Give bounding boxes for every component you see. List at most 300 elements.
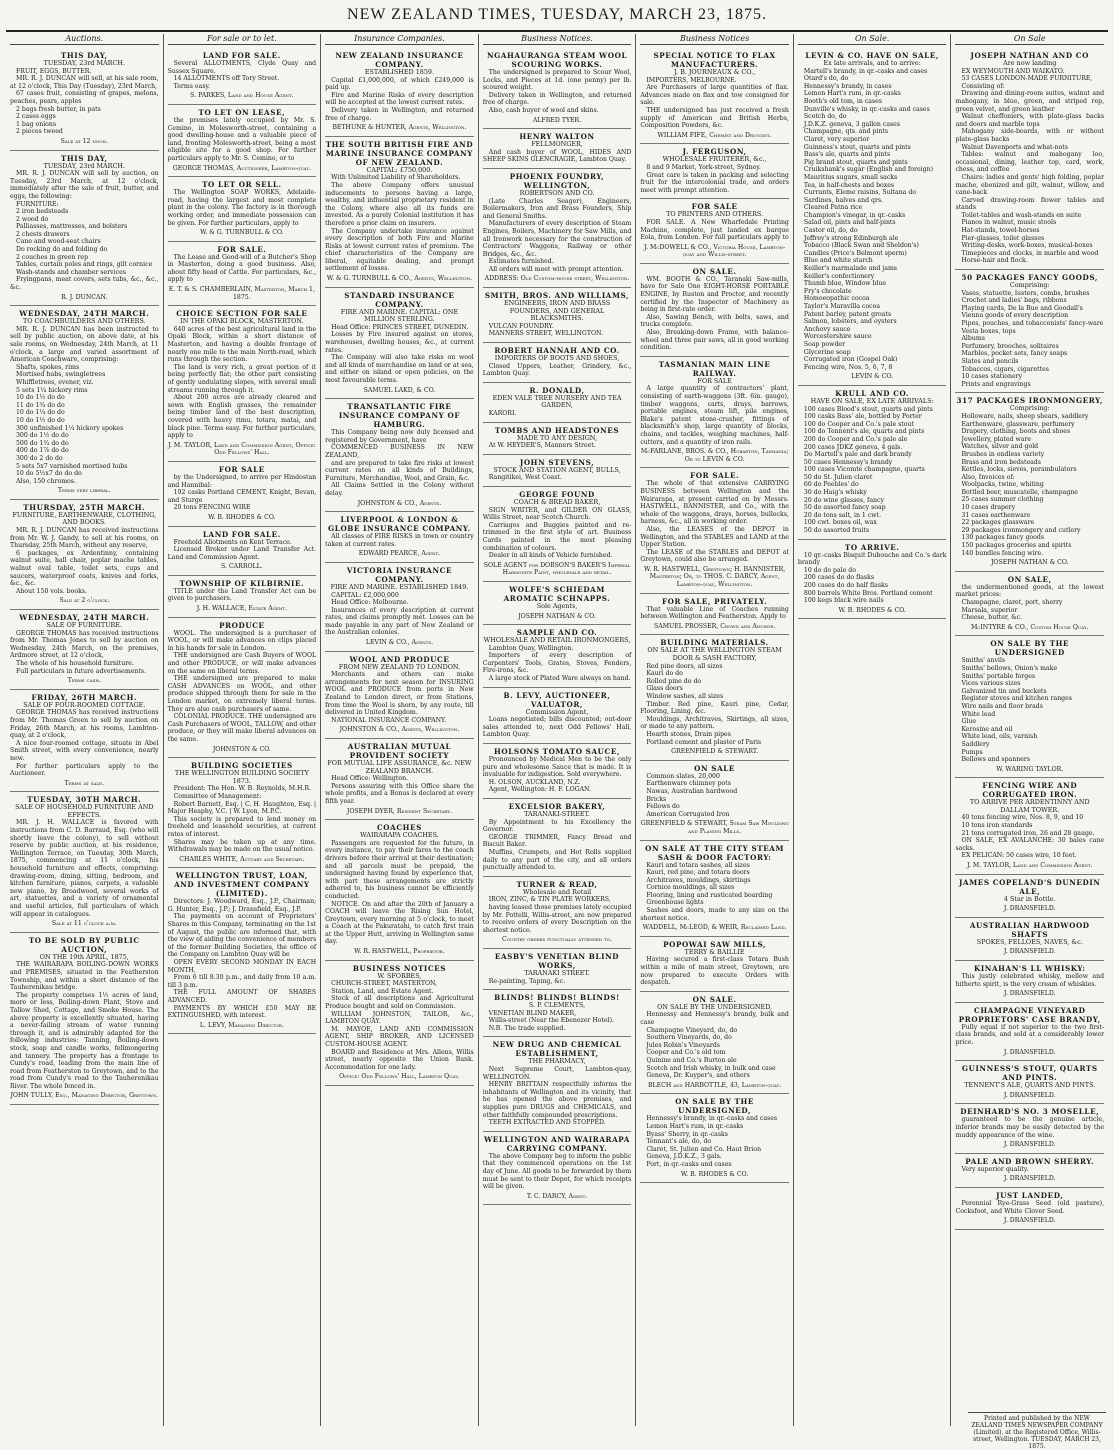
ad-title: TO ARRIVE.: [844, 542, 900, 552]
ad-line: Lambton Quay, Wellington.: [488, 644, 574, 652]
ad-subtitle: FELLMONGER,: [531, 140, 583, 149]
ad-subtitle: Comprising:: [1009, 281, 1050, 290]
ad-line: A nice four-roomed cottage, situate in Abel Smith street, with every convenience, nearly new.: [10, 739, 159, 762]
advertisement: [10, 500, 159, 610]
ad-line: Stock of all descriptions and Agricultural Produce bought and sold on Commission.: [325, 995, 474, 1011]
ad-title: TUESDAY, 30TH MARCH.: [27, 795, 142, 805]
advertisement: [640, 468, 789, 593]
advertisement: [483, 343, 632, 383]
ad-signature: GEORGE THOMAS, Auctioneer, Lambton-quay.: [172, 164, 311, 172]
advertisement: [168, 105, 317, 177]
ad-line: Fry's chocolate: [803, 287, 852, 295]
ad-line: 21 tons corrugated iron, 26 and 28 gauge.: [961, 829, 1095, 837]
ad-line: Shares may be taken up at any time. Withdrawals may be made on the usual notice.: [167, 838, 317, 854]
ad-line: 50 cases Hennessy's brandy: [803, 458, 893, 466]
ad-line: Loans negotiated; bills discounted; out-door sales attended to, next Odd Fellows' Hall, Lambton Quay.: [482, 716, 632, 739]
advertisement: [640, 937, 789, 992]
ad-line: GEORGE THOMAS has received instructions from Mr. Thomas Jones to sell by auction on Wednesday, 24th March, on the premises, Ardmore street, at 12 o'clock,: [10, 629, 159, 660]
ad-line: Insurances of every description at current rates, and claims promptly met. Losses can be made payable in any part of New Zealand or the Australian colonies.: [325, 606, 474, 637]
ad-line: Rolled pine do do: [646, 677, 702, 685]
ad-signature: McFARLANE, BROS. & CO., Hobarton, Tasmania; Or to LEVIN & CO.: [640, 448, 789, 463]
ad-line: Sardines, halves and qrs.: [803, 196, 884, 204]
advertisement: [325, 512, 474, 563]
ad-line: Cornice mouldings, all sizes: [646, 884, 735, 892]
ad-line: 11 do 1¾ do do: [16, 401, 65, 409]
ad-body: [168, 630, 317, 744]
advertisement: [483, 455, 632, 487]
ad-body: [10, 709, 159, 777]
ad-title: EXCELSIOR BAKERY,: [508, 802, 606, 811]
ad-title: WOOL AND PRODUCE: [349, 654, 450, 664]
ad-line: MR. R. J. DUNCAN will sell by auction, on Tuesday, 23rd March, at 12 o'clock, immediately after the sale of fruit, butter, and eggs, the following:: [10, 170, 159, 200]
ad-line: 50 do assorted fancy soap: [803, 504, 886, 512]
ad-line: Also, 150 chromos.: [16, 477, 76, 485]
advertisement: [955, 778, 1104, 874]
ad-body: [483, 474, 632, 482]
advertisement: [798, 540, 947, 620]
ad-line: Jewellery, plated ware: [961, 435, 1032, 443]
ad-title: TO LET OR SELL.: [202, 180, 282, 190]
masthead: [6, 0, 1108, 32]
ad-line: 100 do Tennent's ale, quarts and pints: [803, 428, 925, 436]
ad-line: 640 acres of the best agricultural land in the Opaki Block, within a short distance of Masterton, and having a double frontage of nearly one mile to the main North-road, which runs through the section.: [167, 325, 317, 364]
ad-signature: L. LEVY, Managing Director.: [199, 1021, 284, 1029]
ad-line: Jeffrey's strong Edinburgh ale: [803, 234, 899, 242]
ad-title: SPECIAL NOTICE TO FLAX MANUFACTURERS.: [653, 51, 776, 69]
ad-line: 29 packages ironmongery and cutlery: [961, 526, 1081, 534]
advertisement: [640, 199, 789, 264]
advertisement: [168, 306, 317, 462]
ad-subtitle: TUESDAY, 23rd MARCH.: [43, 161, 125, 170]
ad-line: This society is prepared to lend money on freehold and leasehold securities, at current rates of interest.: [167, 815, 317, 838]
advertisement: [955, 572, 1104, 637]
ad-body: [325, 592, 474, 638]
ad-signature: JOHNSTON & CO., Agents.: [357, 499, 442, 507]
ad-line: MR. R. J. DUNCAN has been instructed to sell by public auction, on above date, at his sale rooms, on Wednesday, 24th March, at 11 o'clock, a large and varied assortment of American Coachware, comprising:: [10, 325, 159, 364]
ad-subtitle: Sole Agents,: [536, 601, 578, 610]
ad-line: Guinness's stout, quarts and pints: [803, 143, 911, 151]
ad-line: Wire nails and floor brads: [961, 702, 1043, 710]
ad-title: B. LEVY, AUCTIONEER, VALUATOR,: [503, 690, 611, 709]
ad-line: 10 do 1¼ do do: [16, 409, 65, 417]
ad-title: WEDNESDAY, 24TH MARCH.: [19, 309, 150, 319]
ad-title: THIS DAY,: [60, 153, 108, 163]
advertisement: [483, 877, 632, 949]
ad-line: Scotch and Irish whisky, in bulk and case: [646, 1064, 776, 1072]
advertisement: [955, 1104, 1104, 1153]
ad-line: Tobacco (Black Swan and Sheldon's): [803, 242, 919, 250]
advertisement: [483, 1132, 632, 1206]
ad-signature: JOSEPH DYER, Resident Secretary.: [346, 807, 453, 815]
ad-line: 2 couches in green rep: [16, 253, 89, 261]
advertisement: [640, 594, 789, 636]
ad-line: Mouldings, Architraves, Skirtings, all sizes, or made to any pattern.: [640, 715, 789, 731]
ad-body: [640, 1115, 789, 1168]
ad-line: Earthenware, glassware, perfumery: [961, 420, 1075, 428]
ad-signature: CHARLES WHITE, Actuary and Secretary.: [179, 855, 305, 863]
ad-signature: LEVIN & CO., Agents.: [365, 639, 434, 647]
ad-title: 317 PACKAGES IRONMONGERY,: [956, 396, 1104, 406]
ad-line: 2 chests drawers: [16, 230, 70, 238]
ad-line: Watches, silver and gold: [961, 443, 1039, 451]
ad-line: Keiller's confectionery: [803, 272, 875, 280]
ad-title: AUSTRALIAN HARDWOOD SHAFTS: [969, 920, 1090, 939]
ad-line: CHURCH-STREET, MASTERTON,: [331, 980, 438, 988]
ad-line: J.D.K.Z. geneva, 3 gallon cases: [803, 120, 901, 128]
ad-line: Salmon, lobsters, and oysters: [803, 318, 897, 326]
ad-line: A large quantity of contractors' plant, consisting of earth-waggons (3ft. 6in. gauge), timber waggons, carts, drays, barrows, portable engines, steam lift, pile engines, Blake's patent stone-crusher, fittings of blacksmith's shop, large quantity of blocks, chains, and tackles, weighing machines, half-cutters, and a quantity of iron rails.: [640, 385, 789, 446]
ad-body: [640, 164, 789, 194]
ad-line: Agent, Wellington: H. F. LOGAN.: [488, 786, 592, 794]
ad-body: [483, 1153, 632, 1191]
ad-title: WELLINGTON TRUST, LOAN, AND INVESTMENT COMPANY (LIMITED).: [174, 871, 310, 899]
ad-line: Pier-glasses, toilet glasses: [961, 234, 1045, 242]
ad-line: Prints and engravings: [961, 380, 1031, 388]
ad-line: Homoeopathic cocoa: [803, 295, 870, 303]
ad-line: 100 cases Vicomte champagne, quarts: [803, 466, 925, 474]
ad-title: FOR SALE, PRIVATELY.: [661, 596, 768, 606]
ad-line: Quinine and Co.'s Burton ale: [646, 1056, 737, 1064]
ad-subtitle: J. B. JOURNEAUX & CO.,: [673, 68, 756, 76]
ad-line: Head Office: Wellington.: [331, 775, 409, 783]
ad-line: WOOL. The undersigned is a purchaser of WOOL, or will make advances on clips placed in his hands for sale in London.: [167, 629, 317, 652]
ad-title: R. DONALD,: [529, 385, 585, 395]
column-6: [794, 34, 952, 1426]
ad-body: [325, 324, 474, 385]
ad-subtitle: 4 Star in Bottle.: [1003, 894, 1056, 903]
ad-line: Common slates, 20,000: [646, 772, 720, 780]
column-3: [321, 34, 479, 1426]
ad-line: Do Martell's pale and dark brandy: [803, 451, 912, 459]
ad-line: 20 do wine glasses, fancy: [803, 496, 884, 504]
ad-subtitle: S. P. CLEMENTS,: [528, 1001, 586, 1010]
ad-title: LIVERPOOL & LONDON & GLOBE INSURANCE COMPANY.: [328, 515, 471, 534]
ad-line: IMPORTERS, MELBOURNE.: [646, 76, 737, 84]
ad-line: Port, in qr.-casks and cases: [646, 1160, 732, 1168]
ad-line: Kauri, red pine, and totara doors: [646, 869, 750, 877]
ad-line: 10 do 5½x7 do do do: [16, 470, 82, 478]
section-heading: On Sale.: [798, 34, 947, 45]
ad-line: GEORGE THOMAS has received instructions from Mr. Thomas Green to sell by auction on Friday, 26th March, at his rooms, Lambton-quay, at 2 o'clock,: [10, 709, 159, 740]
ad-line: Sashes and doors, made to any size on the shortest notice.: [640, 907, 789, 922]
ad-line: Head Office: Melbourne.: [331, 599, 409, 607]
ad-line: Vices various sizes: [961, 680, 1021, 688]
ad-subtitle: THE WELLINGTON BUILDING SOCIETY 1873.: [174, 769, 309, 785]
ad-line: Glue: [961, 718, 977, 726]
advertisement: [168, 48, 317, 105]
ad-body: [955, 413, 1104, 557]
ad-subtitle: MADE TO ANY DESIGN,: [517, 433, 598, 442]
ad-subtitle: FURNITURE, EARTHENWARE, CLOTHING, AND BOOKS.: [12, 510, 157, 527]
ad-line: N.B. The trade supplied.: [488, 1024, 566, 1032]
ad-line: Perfumery, brooches, solitaires: [961, 342, 1059, 350]
ad-line: Walnut cheffoniers, with plate-glass backs and doors and marble tops: [955, 113, 1105, 128]
ad-title: BUILDING SOCIETIES: [190, 761, 293, 771]
ad-line: IRON, ZINC, & TIN PLATE WORKERS,: [488, 896, 611, 904]
ad-subtitle: WAIRARAPA COACHES.: [360, 831, 439, 840]
advertisement: [955, 270, 1104, 393]
ad-signature: J. DRANSFIELD.: [1003, 1217, 1056, 1225]
ad-title: FOR SALE.: [690, 471, 740, 481]
ad-line: Holloware, nails, sheep shears, saddlery: [961, 412, 1089, 420]
ad-line: 14 ALLOTMENTS off Tory Street.: [173, 75, 280, 83]
ad-line: GEORGE TRIMMER, Fancy Bread and Biscuit Baker.: [482, 833, 632, 849]
ad-line: Anchovy sauce: [803, 325, 851, 333]
ad-title: HOLSONS TOMATO SAUCE,: [494, 747, 621, 757]
ad-body: [483, 69, 632, 115]
ad-line: Tobaccos, cigars, cigarettes: [961, 365, 1049, 373]
ad-line: Keiller's marmalade and jams: [803, 265, 897, 273]
ad-line: Bass's ale, quarts and pints: [803, 151, 890, 159]
ad-line: Marsala, superior: [961, 606, 1018, 614]
ad-line: Wash-stands and chamber services: [16, 268, 126, 276]
ad-line: 140 bundles fencing wire.: [961, 549, 1044, 557]
ad-line: Kerosine and oil: [961, 725, 1013, 733]
ad-body: [955, 814, 1104, 860]
ad-subtitle: SALE OF HOUSEHOLD FURNITURE AND EFFECTS.: [15, 803, 154, 819]
ad-body: [325, 429, 474, 497]
ad-line: 10 tons iron standards: [961, 822, 1033, 830]
ad-title: WOLFE'S SCHIEDAM AROMATIC SCHNAPPS.: [503, 584, 611, 603]
ad-signature: GREENFIELD & STEWART, Steam Saw Moulding and Planing Mills.: [640, 820, 789, 835]
ad-line: Rangitikei, West Coast.: [488, 474, 562, 482]
section-heading: Auctions.: [10, 34, 159, 45]
ad-title: HENRY WALTON: [519, 132, 595, 142]
ad-line: Palliasses, mattresses, and bolsters: [16, 223, 128, 231]
ad-line: Bricks: [646, 795, 667, 803]
ad-signature: J. DRANSFIELD.: [1003, 1091, 1056, 1099]
advertisement: [955, 393, 1104, 571]
ad-title: FENCING WIRE AND CORRUGATED IRON.: [982, 781, 1078, 800]
ad-title: NGAHAURANGA STEAM WOOL SCOURING WORKS.: [486, 51, 628, 69]
ad-line: Claret, St. Julien and Co. Haut Brion: [646, 1145, 762, 1153]
ad-signature: Country orders punctually attended to.: [502, 936, 612, 944]
ad-body: [640, 480, 789, 564]
ad-line: Mauritius sugars, small sacks: [803, 173, 898, 181]
ad-line: Earthenware chimney pots: [646, 780, 731, 788]
ad-line: Bellows and spanners: [961, 756, 1030, 764]
ad-title: GEORGE FOUND: [519, 489, 595, 499]
ad-line: Directors: J. Woodward, Esq., J.P., Chairman; G. Hunter, Esq., J.P.; J. Dransfield, Esq., J.P.: [167, 898, 317, 913]
masthead-title: NEW ZEALAND TIMES, TUESDAY, MARCH 23, 1875.: [347, 6, 767, 23]
ad-line: Station, Land, and Estate Agent.: [331, 987, 434, 995]
ad-line: 200 cases do do half flasks: [803, 582, 888, 589]
ad-title: TRANSATLANTIC FIRE INSURANCE COMPANY OF HAMBURG.: [338, 402, 461, 430]
section-heading: Business Notices.: [483, 34, 632, 45]
ad-line: About 200 acres are already cleared and sown with English grasses, the remainder being timber land of the best description, covered with heavy rimu, totara, matai, and black pine. Terms easy. For further particulars, apply to: [167, 394, 317, 440]
ad-line: 100 cases Blood's stout, quarts and pints: [803, 405, 933, 413]
ad-line: Muffins, Crumpets, and Hot Rolls supplied daily to any part of the city, and all orders punctually attended to.: [482, 848, 632, 872]
ad-line: Mahogany side-boards, with or without plate-glass backs: [955, 128, 1105, 143]
ad-line: Estimates furnished.: [488, 258, 554, 266]
ad-line: Carved drawing-room flower tables and stands: [955, 196, 1105, 212]
ad-line: Re-painting, Taping, &c.: [488, 977, 566, 985]
ad-line: Champagne, qts. and pints: [803, 128, 889, 136]
ad-line: Delivery taken in Wellington, and returned free of charge.: [482, 91, 632, 107]
advertisement: [640, 992, 789, 1095]
ad-line: The above Company offers unusual inducements to persons having a large, wealthy, and influential proprietary resident in the Colony, where also all its funds are invested. As a purely Colonial institution it has therefore a prior claim on insurers.: [325, 181, 474, 227]
ad-line: THE WAIRARAPA BOILING-DOWN WORKS and PREMISES, situated in the Featherston Township, and within a short distance of the Tauherenikau bridge.: [10, 961, 159, 992]
ad-line: Galvanized tin and buckets: [961, 687, 1047, 695]
ad-title: PRODUCE: [219, 620, 265, 630]
ad-line: Nawas, Australian hardwood: [646, 787, 738, 795]
column-4: [479, 34, 637, 1426]
ad-subtitle: FOR SALE: [697, 376, 732, 385]
advertisement: [640, 144, 789, 199]
ad-line: Persons assuring with this Office share the whole profits, and a Bonus is declared at every fifth year.: [325, 782, 474, 805]
ad-subtitle: TUESDAY, 23rd MARCH.: [43, 59, 125, 67]
ad-line: Robert Barnett, Esq. | C. H. Haughton, Esq. | Major Heaphy, V.C. | W. Lyon, M.P.C.: [167, 800, 317, 816]
ad-line: Hat-stands, towel-horses: [961, 227, 1040, 235]
ad-line: 800 barrels White Bros. Portland cement: [803, 589, 933, 597]
ad-title: JOHN STEVENS,: [519, 457, 595, 467]
ad-line: Willis-street (Near the Ebenezer Hotel).: [488, 1017, 615, 1025]
ad-signature: J. M. TAYLOR, Land and Commission Agent, Office: Odd Fellows' Hall.: [167, 441, 316, 457]
ad-line: Timber. Red pine, Kauri pine, Cedar, Flooring, Lining, &c.: [640, 700, 789, 716]
ad-line: Portland cement and plaster of Paris: [646, 738, 762, 746]
advertisement: [10, 792, 159, 933]
ad-line: Do rocking do and folding do: [16, 246, 108, 254]
ad-body: [798, 406, 947, 535]
section-heading: Business Notices: [640, 34, 789, 45]
ad-line: Marbles, pocket sets, fancy soaps: [961, 350, 1068, 358]
ad-body: [955, 584, 1104, 622]
ad-title: BUILDING MATERIALS.: [660, 638, 769, 648]
ad-body: [640, 1011, 789, 1079]
ad-body: [483, 507, 632, 560]
ad-line: WM. BOOTH & CO., Taranaki Saw-mills, have for Sale One EIGHT-HORSE PORTABLE ENGINE, by Ruston and Proctor, and recently certified by the Inspector of Machinery as being in first-rate order.: [640, 275, 789, 314]
ad-line: Glass doors: [646, 685, 683, 693]
ad-line: MR. J. H. WALLACE is favored with instructions from C. D. Barraud, Esq. (who will shortly leave the colony), to sell without reserve by public auction, at his residence, Wellington Terrace, on Tuesday, 30th March, 1875, commencing at 11 o'clock, his household furniture and effects, comprising: drawing-room, dining, sitting, bedroom, and kitchen furniture, pianos, carpets, a valuable new piano, by Broadwood, several works of art, statuettes, and a variety of ornamental and useful articles, full particulars of which will appear in catalogues.: [10, 819, 159, 918]
imprint-footer: Printed and published by the NEW ZEALAND TIMES NEWSPAPER COMPANY (Limited), at the Registered Office, Willis-street, Wellington. TUESDAY, MARCH 23, 1875.: [968, 1412, 1106, 1450]
ad-line: Kauri do do: [646, 670, 683, 678]
ad-line: Head Office: PRINCES STREET, DUNEDIN.: [331, 323, 469, 331]
advertisement: [325, 652, 474, 739]
ad-subtitle: ON THE 19th APRIL, 1875,: [39, 952, 129, 961]
ad-line: 10 do do pale do: [803, 566, 856, 574]
ad-signature: J. McDOWELL & CO., Victoria House, Lambton-quay and Willis-street.: [644, 243, 786, 259]
ad-line: FURNITURE:: [16, 200, 59, 208]
ad-subtitle: FROM NEW ZEALAND TO LONDON.: [338, 662, 461, 671]
ad-line: Geneva, J.D.K.Z., 3 gals.: [646, 1153, 722, 1161]
ad-body: [325, 980, 474, 1071]
ad-line: Tennant's ale, do, do: [646, 1138, 712, 1146]
advertisement: [483, 288, 632, 343]
ad-line: President: The Hon. W. B. Reynolds, M.H.R.: [173, 785, 311, 793]
ad-body: [955, 657, 1104, 763]
ad-line: 100 kegs black wire nails: [803, 597, 884, 605]
ad-line: Tea, in half-chests and boxes: [803, 181, 895, 189]
ad-line: 60 do Peebles' do: [803, 481, 859, 489]
ad-body: [168, 588, 317, 603]
ad-body: [325, 775, 474, 805]
ad-line: Thumb blue, Window blue: [803, 280, 887, 288]
ad-signature: McINTYRE & CO., Custom House Quay.: [970, 623, 1089, 631]
ad-line: PAYMENTS BY WHICH £50 MAY BE EXTINGUISHED, with interest.: [167, 1004, 317, 1020]
column-5: [636, 34, 794, 1426]
ad-line: 100 do Cooper and Co.'s pale stout: [803, 420, 914, 428]
ad-line: By Appointment to his Excellency the Governor.: [482, 818, 632, 834]
ad-line: 8 and 9 Market, York-street, Sydney.: [646, 163, 761, 171]
ad-title: LAND FOR SALE.: [202, 529, 281, 539]
ad-line: Lemon Hart's rum, in qr.-casks: [803, 90, 901, 98]
ad-title: PALE AND BROWN SHERRY.: [965, 1156, 1095, 1166]
advertisement: [483, 423, 632, 455]
ad-signature: JOSEPH NATHAN & CO.: [518, 612, 596, 620]
ad-body: [483, 1066, 632, 1127]
ad-line: CAPITAL: £2,000,000: [331, 591, 399, 599]
ad-line: Licensed Broker under Land Transfer Act. Land and Commission Agent.: [167, 546, 317, 561]
ad-title: BUSINESS NOTICES: [352, 963, 447, 973]
ad-line: Bottled beer, muscatelle, champagne: [961, 488, 1078, 496]
ad-line: 200 cases JDKZ geneva, 4 gals.: [803, 443, 903, 451]
ad-line: by the Undersigned, to arrive per Hindostan and Hannibal:: [167, 473, 317, 489]
ad-subtitle: Commission Agent,: [525, 707, 589, 716]
ad-body: [10, 819, 159, 918]
ad-line: Walnut Davenports and what-nots: [961, 143, 1068, 151]
ad-signature: J. M. TAYLOR, Land and Commission Agent.: [966, 862, 1093, 870]
ad-line: 50 do St. Julien claret: [803, 473, 873, 481]
ad-title: KINAHAN'S LL WHISKY:: [973, 964, 1086, 973]
ad-line: 10 cases stationery: [961, 373, 1023, 381]
ad-subtitle: SALE OF FURNITURE.: [46, 621, 123, 629]
ad-line: EX PELICAN: 50 cases wire, 10 feet.: [961, 852, 1077, 860]
ad-signature: Sale at 11 o'clock a.m.: [51, 920, 117, 928]
ad-signature: ALFRED TYER.: [532, 116, 582, 124]
ad-title: J. FERGUSON,: [682, 147, 747, 157]
ad-line: Hennessy's brandy, in cases: [803, 82, 892, 90]
ad-signature: WADDELL, McLEOD, & WEIR, Reclaimed Land.: [642, 924, 787, 932]
ad-line: Carriages and Buggies painted and re-trimmed in the first style of art. Business Cards painted in the most pleasing combination of colours.: [482, 521, 632, 552]
ad-line: 150 packages groceries and spirits: [961, 542, 1072, 550]
ad-line: The Wellington SOAP WORKS, Adelaide-road, having the largest and most complete plant in the colony. The factory is in thorough working order, and immediate possession can be given. For further particulars, apply to: [167, 189, 317, 227]
ad-body: [483, 896, 632, 934]
advertisement: [168, 242, 317, 307]
ad-line: Pronounced by Medical Men to be the only pure and wholesome Sauce that is made. It is invaluable for indigestion. Sold everywhere.: [482, 756, 632, 779]
ad-line: THE undersigned are Cash Buyers of WOOL and other PRODUCE, or will make advances on the same on liberal terms.: [167, 652, 317, 675]
ad-line: Glycerine soap: [803, 348, 851, 356]
column-2: [164, 34, 322, 1426]
ad-line: Booth's old tom, in cases: [803, 97, 882, 105]
advertisement: [168, 177, 317, 242]
ad-signature: Sale at 12 noon.: [60, 137, 108, 145]
ad-title: FOR SALE.: [217, 244, 267, 254]
ad-line: Saddlery: [961, 740, 990, 748]
ad-subtitle: FOR MUTUAL LIFE ASSURANCE, &c. NEW ZEALAND BRANCH.: [327, 759, 472, 775]
ad-line: EX WEYMOUTH AND WAIKATO.: [961, 67, 1065, 75]
ad-line: Flooring, lining and rusticated boarding: [646, 891, 773, 899]
ad-line: Importers of every description of Carpenters' Tools, Grates, Stoves, Fenders, Fire-irons, &c.: [482, 652, 632, 675]
ad-line: 2 wood do: [16, 215, 49, 223]
advertisement: [483, 625, 632, 688]
ad-line: White lead: [961, 710, 996, 718]
ad-line: 50 do assorted fruits: [803, 527, 870, 535]
ad-subtitle: Ex late arrivals, and to arrive:: [823, 59, 921, 67]
advertisement: [168, 527, 317, 576]
ad-subtitle: IMPORTERS OF BOOTS AND SHOES,: [494, 354, 620, 363]
ad-line: 31 cases earthenware: [961, 511, 1031, 519]
ad-line: NATIONAL INSURANCE COMPANY.: [331, 716, 447, 724]
ad-line: Great care is taken in packing and selecting fruit for the intercolonial trade, and orders meet with prompt attention.: [640, 171, 789, 194]
ad-line: ON SALE, EX AVALANCHE: 30 bales cane sacks.: [955, 837, 1105, 852]
ad-title: CHOICE SECTION FOR SALE: [176, 309, 308, 319]
ad-line: With Unlimited Liability of Shareholders.: [331, 174, 461, 182]
ad-signature: J. H. WALLACE, Estate Agent.: [196, 605, 288, 613]
ad-line: MR. R. J. DUNCAN will sell, at his sale room, at 12 o'clock, This Day (Tuesday), 23rd March,: [10, 75, 159, 90]
ad-body: [640, 773, 789, 819]
ad-line: Claret, very superior: [803, 135, 870, 143]
ad-line: Cooper and Co.'s old tom: [646, 1049, 726, 1057]
